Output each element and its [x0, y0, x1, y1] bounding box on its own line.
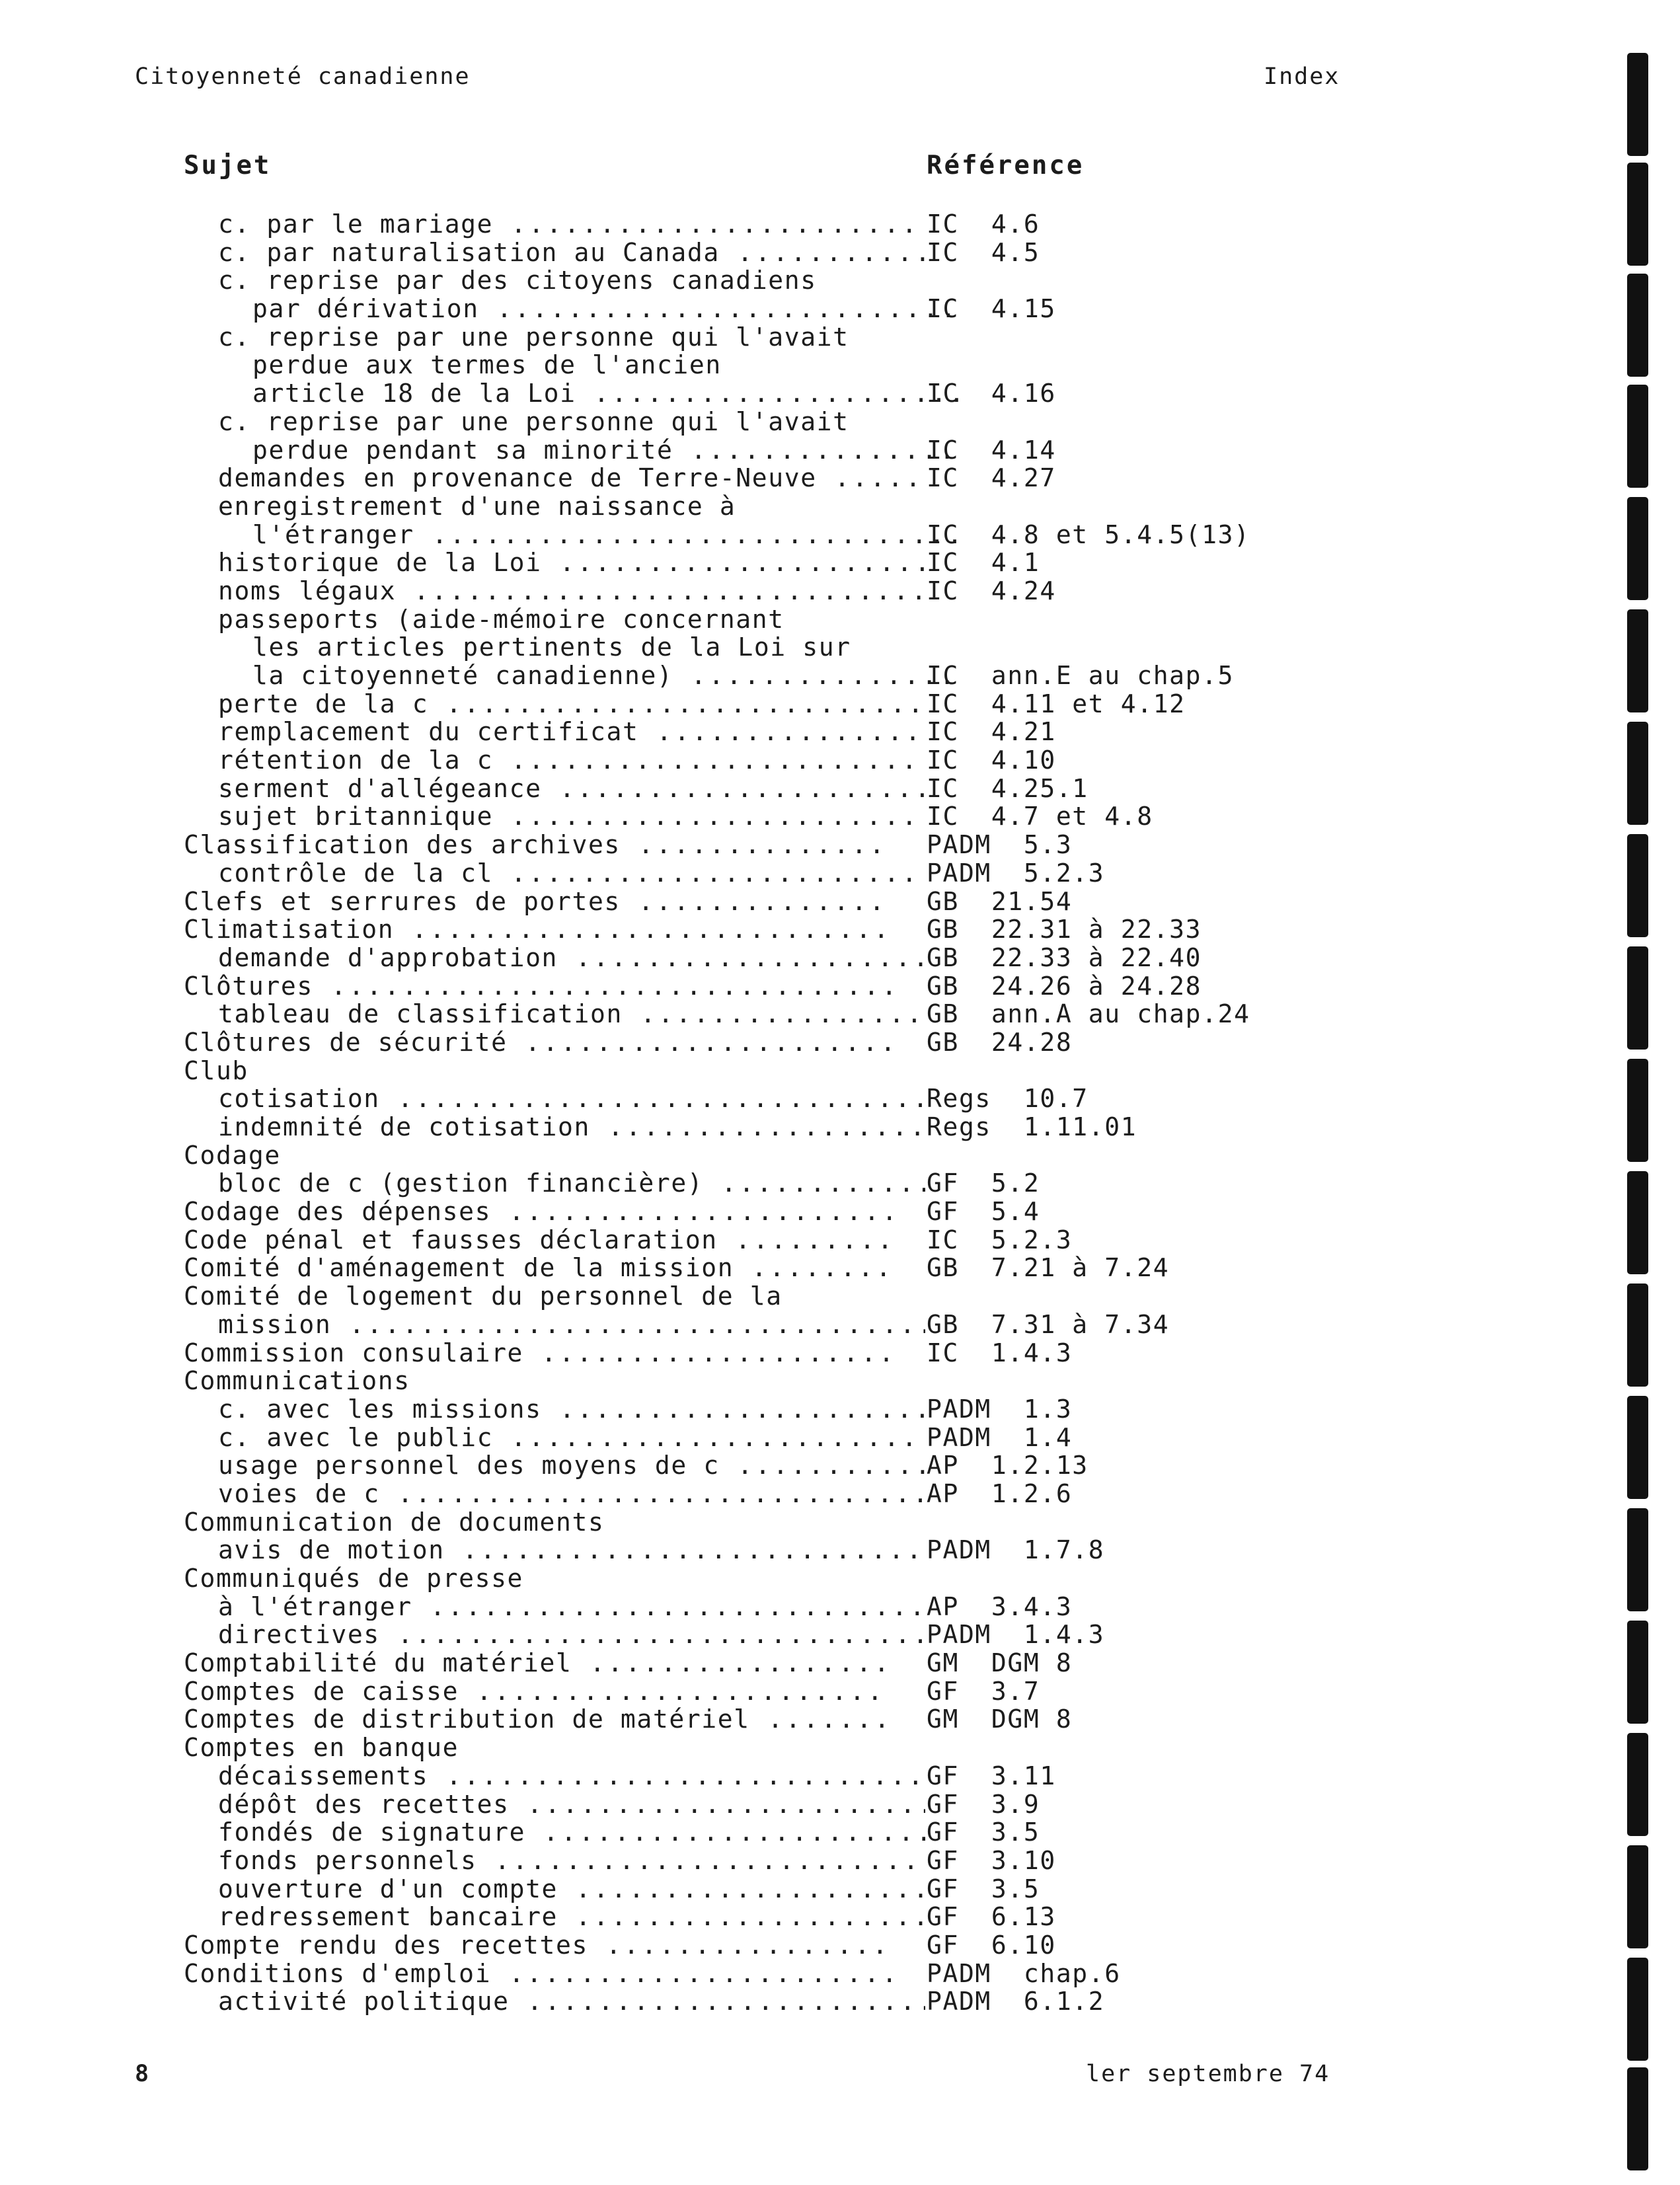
binder-mark: [1627, 1059, 1648, 1162]
binder-mark: [1627, 1284, 1648, 1387]
entry-subject: Commission consulaire .....: [184, 1339, 891, 1367]
index-entry: [0, 1621, 1388, 1649]
entry-reference: GB ann.A au chap.24: [927, 999, 1250, 1029]
entry-subject: Comité d'aménagement de la mission .....: [184, 1254, 891, 1282]
entry-reference: PADM 6.1.2: [927, 1987, 1105, 2016]
running-header-section: Index: [1264, 63, 1340, 90]
entry-reference: GB 7.21 à 7.24: [927, 1253, 1170, 1283]
index-entry: [0, 577, 1388, 605]
binder-mark: [1627, 1396, 1648, 1499]
index-entry: [0, 266, 1388, 295]
index-entry: [0, 549, 1388, 577]
entry-subject: demande d'approbation .....: [184, 944, 925, 972]
index-entry: [0, 323, 1388, 352]
entry-subject: bloc de c (gestion financière) .....: [184, 1169, 925, 1198]
index-entry: [0, 1254, 1388, 1282]
index-entry: [0, 1141, 1388, 1170]
entry-subject: Codage des dépenses .....: [184, 1198, 891, 1226]
index-entry: [0, 351, 1388, 379]
entry-subject: mission .....: [184, 1311, 925, 1339]
entry-subject: usage personnel des moyens de c .....: [184, 1451, 925, 1480]
entry-subject: historique de la Loi .....: [184, 549, 925, 577]
entry-reference: GF 3.10: [927, 1845, 1056, 1875]
index-entry: [0, 1113, 1388, 1141]
entry-reference: PADM 1.4.3: [927, 1620, 1105, 1650]
index-entry: [0, 1169, 1388, 1198]
entry-subject: Comptes de caisse .....: [184, 1677, 891, 1706]
entry-subject: c. avec les missions .....: [184, 1395, 925, 1424]
running-header-title: Citoyenneté canadienne: [135, 63, 471, 90]
entry-reference: GF 6.13: [927, 1902, 1056, 1932]
index-entry: [0, 1705, 1388, 1734]
entry-reference: PADM 5.2.3: [927, 858, 1105, 888]
entry-subject: par dérivation .....: [184, 295, 960, 323]
index-entry: [0, 718, 1388, 746]
entry-reference: IC 4.11 et 4.12: [927, 689, 1186, 718]
entry-subject: perdue pendant sa minorité .....: [184, 436, 960, 465]
entry-reference: AP 3.4.3: [927, 1591, 1073, 1621]
index-entry: [0, 295, 1388, 323]
entry-reference: GF 3.5: [927, 1818, 1040, 1847]
entry-subject: perte de la c .....: [184, 690, 925, 718]
index-entry: [0, 1028, 1388, 1057]
entry-reference: IC 4.15: [927, 294, 1056, 324]
index-entry: [0, 1198, 1388, 1226]
entry-reference: PADM chap.6: [927, 1958, 1121, 1988]
index-entry: [0, 1000, 1388, 1028]
index-entry: [0, 1593, 1388, 1621]
entry-subject: redressement bancaire .....: [184, 1903, 925, 1931]
entry-reference: IC 4.5: [927, 237, 1040, 267]
index-entry: [0, 1677, 1388, 1706]
entry-reference: Regs 10.7: [927, 1084, 1088, 1114]
entry-reference: IC 5.2.3: [927, 1225, 1073, 1254]
index-entry: [0, 379, 1388, 408]
index-entry: [0, 633, 1388, 662]
index-entry: [0, 1931, 1388, 1960]
entry-subject: indemnité de cotisation .....: [184, 1113, 925, 1141]
entry-reference: IC 1.4.3: [927, 1338, 1073, 1367]
index-entry: [0, 1818, 1388, 1847]
index-entry: [0, 436, 1388, 465]
binder-mark: [1627, 609, 1648, 712]
entry-subject: c. par le mariage .....: [184, 210, 925, 239]
index-entry: [0, 690, 1388, 718]
index-entry: [0, 1367, 1388, 1395]
entry-reference: GM DGM 8: [927, 1705, 1073, 1734]
binder-mark: [1627, 1621, 1648, 1724]
entry-subject: noms légaux .....: [184, 577, 925, 605]
entry-reference: Regs 1.11.01: [927, 1112, 1137, 1141]
index-entry: [0, 1536, 1388, 1564]
entry-subject: tableau de classification .....: [184, 1000, 925, 1028]
index-entry: [0, 1282, 1388, 1311]
entry-subject: avis de motion .....: [184, 1536, 925, 1564]
index-entry: [0, 210, 1388, 239]
entry-subject: Codage: [184, 1141, 281, 1170]
entry-reference: GF 3.5: [927, 1874, 1040, 1903]
index-entry: [0, 1847, 1388, 1875]
page-number: 8: [135, 2061, 151, 2087]
entry-subject: rétention de la c .....: [184, 746, 925, 775]
entry-subject: activité politique .....: [184, 1987, 925, 2016]
entry-subject: Climatisation .....: [184, 915, 891, 944]
index-entry: [0, 408, 1388, 436]
index-entry: [0, 605, 1388, 634]
index-entry: [0, 915, 1388, 944]
entry-reference: GB 24.26 à 24.28: [927, 971, 1202, 1001]
entry-reference: IC 4.10: [927, 746, 1056, 775]
column-header-subject: Sujet: [184, 151, 272, 180]
index-entry: [0, 746, 1388, 775]
binder-mark: [1627, 1958, 1648, 2061]
entry-subject: cotisation .....: [184, 1085, 925, 1113]
binder-mark: [1627, 1733, 1648, 1836]
binder-mark: [1627, 1171, 1648, 1274]
entry-reference: AP 1.2.6: [927, 1478, 1073, 1508]
binder-mark: [1627, 385, 1648, 488]
index-entry: [0, 662, 1388, 690]
entry-subject: Code pénal et fausses déclaration .....: [184, 1226, 891, 1254]
entry-subject: l'étranger .....: [184, 521, 960, 549]
entry-subject: la citoyenneté canadienne) .....: [184, 662, 960, 690]
entry-subject: Classification des archives .....: [184, 831, 891, 859]
index-entry: [0, 1564, 1388, 1593]
index-entry: [0, 1057, 1388, 1085]
entry-reference: IC 4.16: [927, 379, 1056, 408]
entry-subject: décaissements .....: [184, 1762, 925, 1790]
index-entry: [0, 1987, 1388, 2016]
binder-mark: [1627, 2067, 1648, 2170]
index-entry: [0, 1762, 1388, 1790]
entry-reference: IC 4.21: [927, 717, 1056, 747]
index-entry: [0, 802, 1388, 831]
binder-mark: [1627, 1845, 1648, 1948]
index-entry: [0, 972, 1388, 1001]
entry-subject: Compte rendu des recettes .....: [184, 1931, 891, 1960]
entry-subject: ouverture d'un compte .....: [184, 1875, 925, 1903]
index-entry: [0, 1226, 1388, 1254]
index-entry: [0, 1424, 1388, 1452]
entry-reference: PADM 1.3: [927, 1394, 1073, 1424]
entry-subject: dépôt des recettes .....: [184, 1790, 925, 1819]
entry-subject: article 18 de la Loi .....: [184, 379, 960, 408]
entry-reference: GF 6.10: [927, 1930, 1056, 1960]
entry-subject: Conditions d'emploi .....: [184, 1960, 891, 1988]
entry-reference: PADM 1.7.8: [927, 1535, 1105, 1565]
index-entry: [0, 775, 1388, 803]
binder-mark: [1627, 946, 1648, 1050]
index-entry: [0, 1085, 1388, 1113]
index-entry: [0, 859, 1388, 888]
index-entry: [0, 1903, 1388, 1931]
index-entry: [0, 1451, 1388, 1480]
index-entry: [0, 464, 1388, 492]
index-entry: [0, 492, 1388, 521]
entry-reference: IC 4.6: [927, 210, 1040, 239]
entry-reference: IC 4.7 et 4.8: [927, 802, 1153, 831]
entry-subject: Clôtures .....: [184, 972, 891, 1001]
index-entry: [0, 1790, 1388, 1819]
index-entry: [0, 1649, 1388, 1677]
index-entry: [0, 1508, 1388, 1537]
entry-subject: fonds personnels .....: [184, 1847, 925, 1875]
entry-reference: IC 4.1: [927, 548, 1040, 578]
entry-reference: GF 3.7: [927, 1676, 1040, 1706]
entry-reference: PADM 1.4: [927, 1422, 1073, 1452]
column-header-reference: Référence: [927, 151, 1085, 180]
entry-reference: AP 1.2.13: [927, 1451, 1088, 1480]
entry-subject: Comptabilité du matériel .....: [184, 1649, 891, 1677]
entry-subject: remplacement du certificat .....: [184, 718, 925, 746]
entry-subject: les articles pertinents de la Loi sur: [252, 633, 851, 662]
index-entry: [0, 944, 1388, 972]
entry-subject: sujet britannique .....: [184, 802, 925, 831]
binder-mark: [1627, 497, 1648, 600]
entry-subject: c. reprise par une personne qui l'avait: [218, 323, 849, 352]
entry-reference: GB 22.31 à 22.33: [927, 915, 1202, 944]
entry-subject: Comptes en banque: [184, 1734, 459, 1762]
entry-subject: Clefs et serrures de portes .....: [184, 888, 891, 916]
index-entry: [0, 831, 1388, 859]
binder-mark: [1627, 274, 1648, 377]
entry-subject: serment d'allégeance .....: [184, 775, 925, 803]
binder-mark: [1627, 163, 1648, 266]
entry-reference: GB 21.54: [927, 886, 1073, 916]
entry-reference: IC 4.27: [927, 463, 1056, 493]
index-entry: [0, 1395, 1388, 1424]
entry-subject: à l'étranger .....: [184, 1593, 925, 1621]
entry-reference: PADM 5.3: [927, 830, 1073, 860]
entry-reference: IC 4.25.1: [927, 773, 1088, 803]
binder-mark: [1627, 53, 1648, 156]
index-entry: [0, 1480, 1388, 1508]
index-entry: [0, 239, 1388, 267]
index-entry: [0, 1875, 1388, 1903]
entry-subject: Communication de documents: [184, 1508, 605, 1537]
binder-mark: [1627, 1508, 1648, 1611]
entry-reference: IC 4.24: [927, 576, 1056, 605]
entry-subject: c. reprise par des citoyens canadiens: [218, 266, 817, 295]
index-entry: [0, 1734, 1388, 1762]
entry-subject: Communiqués de presse: [184, 1564, 524, 1593]
entry-subject: c. reprise par une personne qui l'avait: [218, 407, 849, 436]
entry-reference: IC 4.8 et 5.4.5(13): [927, 519, 1250, 549]
entry-reference: GF 3.9: [927, 1789, 1040, 1819]
entry-reference: GB 24.28: [927, 1027, 1073, 1057]
entry-reference: GF 5.4: [927, 1197, 1040, 1227]
entry-subject: Communications: [184, 1367, 410, 1395]
entry-subject: passeports (aide-mémoire concernant: [218, 605, 784, 634]
entry-subject: directives .....: [184, 1621, 925, 1649]
entry-reference: IC 4.14: [927, 435, 1056, 465]
entry-reference: GF 3.11: [927, 1761, 1056, 1790]
entry-subject: perdue aux termes de l'ancien: [252, 351, 722, 380]
index-entry: [0, 1311, 1388, 1339]
entry-reference: GB 22.33 à 22.40: [927, 942, 1202, 972]
entry-subject: contrôle de la cl .....: [184, 859, 925, 888]
entry-subject: voies de c .....: [184, 1480, 925, 1508]
binder-mark: [1627, 722, 1648, 825]
entry-reference: GF 5.2: [927, 1169, 1040, 1198]
index-entry: [0, 1339, 1388, 1367]
index-entries: [0, 210, 1388, 2016]
index-entry: [0, 888, 1388, 916]
entry-subject: c. par naturalisation au Canada .....: [184, 239, 925, 267]
entry-subject: fondés de signature .....: [184, 1818, 925, 1847]
binder-mark: [1627, 834, 1648, 937]
entry-subject: demandes en provenance de Terre-Neuve .....: [184, 464, 925, 492]
entry-reference: IC ann.E au chap.5: [927, 661, 1235, 690]
entry-subject: Clôtures de sécurité .....: [184, 1028, 891, 1057]
entry-subject: Club: [184, 1056, 248, 1085]
index-entry: [0, 1960, 1388, 1988]
footer-date: ler septembre 74: [1086, 2061, 1330, 2087]
entry-subject: enregistrement d'une naissance à: [218, 492, 736, 521]
entry-subject: c. avec le public .....: [184, 1424, 925, 1452]
entry-subject: Comité de logement du personnel de la: [184, 1282, 783, 1311]
entry-reference: GB 7.31 à 7.34: [927, 1309, 1170, 1339]
entry-reference: GM DGM 8: [927, 1648, 1073, 1678]
entry-subject: Comptes de distribution de matériel .....: [184, 1705, 891, 1734]
index-entry: [0, 521, 1388, 549]
